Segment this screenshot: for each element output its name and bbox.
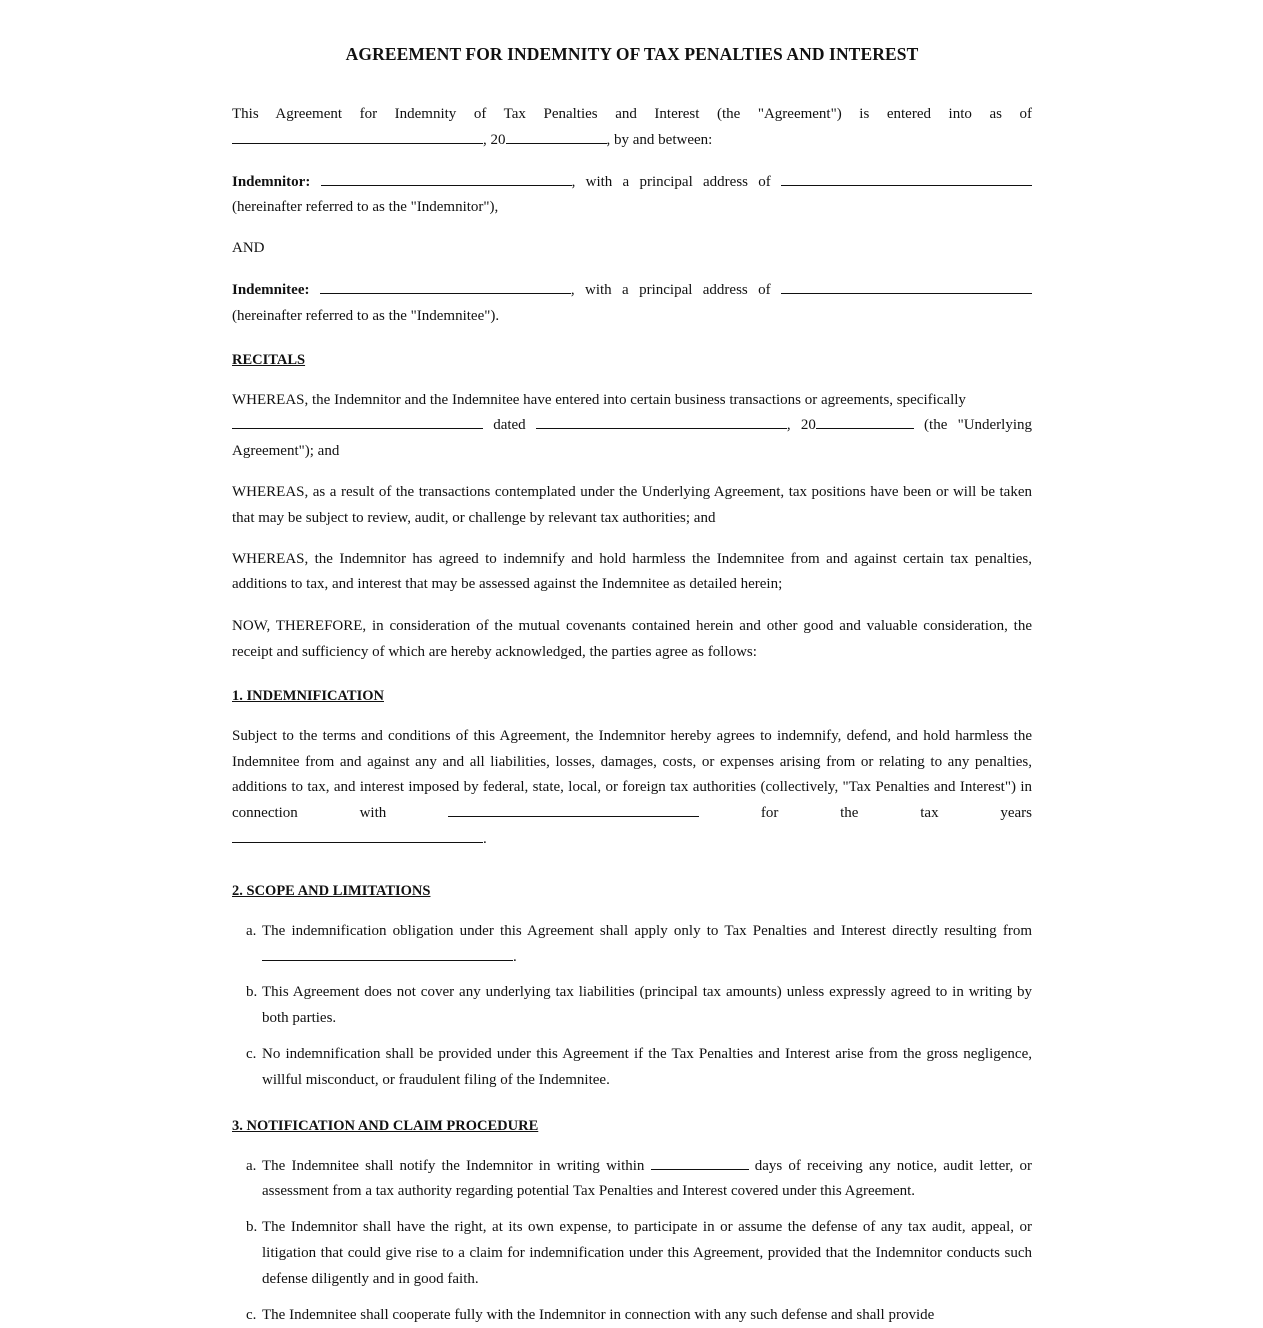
item-marker: b. xyxy=(246,980,257,1006)
item-text: The indemnification obligation under this Agreement shall apply only to Tax Penalties and Interest directly resulting from xyxy=(262,923,1032,939)
tax-years-text: for the tax years xyxy=(761,805,1032,821)
indemnitor-name-blank[interactable] xyxy=(321,171,572,186)
whereas-1-line2 xyxy=(232,413,1032,439)
dated-blank[interactable] xyxy=(536,414,787,429)
section-2-item-c xyxy=(232,1042,1032,1094)
indemnitee-name-blank[interactable] xyxy=(320,279,571,294)
section-1-period: . xyxy=(483,831,487,847)
section-3-list xyxy=(232,1154,1032,1328)
whereas-1-text: WHEREAS, the Indemnitor and the Indemnitee have entered into certain business transactions or agreements, specifically xyxy=(232,392,966,408)
year-blank[interactable] xyxy=(506,129,607,144)
indemnitee-label: Indemnitee: xyxy=(232,282,310,298)
item-marker: c. xyxy=(246,1303,256,1328)
section-2-list xyxy=(232,919,1032,1094)
whereas-1-end: Agreement"); and xyxy=(232,439,1032,465)
section-1-end-line xyxy=(232,827,1032,853)
section-1-text xyxy=(232,724,1032,827)
item-text-after: days of receiving any notice, audit letter, or assessment from a tax authority regarding potential Tax Penalties and Interest covered under this Agreement. xyxy=(262,1158,1032,1200)
section-2-item-b xyxy=(232,980,1032,1032)
item-marker: c. xyxy=(246,1042,256,1068)
intro-suffix: , by and between: xyxy=(607,132,713,148)
indemnitor-address-text: , with a principal address of xyxy=(572,174,771,190)
document-page xyxy=(232,0,1032,1328)
indemnitee-address-text: , with a principal address of xyxy=(571,282,771,298)
indemnitee-line xyxy=(232,278,1032,304)
intro-text: This Agreement for Indemnity of Tax Penalties and Interest (the "Agreement") is entered into as of xyxy=(232,106,1032,122)
underlying-tail: (the "Underlying xyxy=(924,417,1032,433)
dated-text: dated xyxy=(493,417,525,433)
intro-date-line xyxy=(232,128,1032,154)
section-3-item-c xyxy=(232,1303,1032,1328)
item-text: The Indemnitee shall cooperate fully with the Indemnitor in connection with any such defense and shall provide xyxy=(262,1307,934,1323)
indemnification-blank[interactable] xyxy=(448,802,699,817)
section-3-item-b xyxy=(232,1215,1032,1292)
now-therefore: NOW, THEREFORE, in consideration of the mutual covenants contained herein and other good and valuable consideration, the receipt and sufficiency of which are hereby acknowledged, the parties agree as follows: xyxy=(232,614,1032,666)
section-1-body: Subject to the terms and conditions of this Agreement, the Indemnitor hereby agrees to indemnify, defend, and hold harmless the Indemnitee from and against any and all liabilities, losses, damages, costs, or expenses arising from or relating to any penalties, additions to tax, and interest imposed by federal, state, local, or foreign tax authorities (collectively, "Tax Penalties and Interest") in connection with xyxy=(232,728,1032,821)
underlying-agreement-blank[interactable] xyxy=(232,414,483,429)
section-3-heading: 3. NOTIFICATION AND CLAIM PROCEDURE xyxy=(232,1116,1032,1136)
whereas-2: WHEREAS, as a result of the transactions contemplated under the Underlying Agreement, tax positions have been or will be taken that may be subject to review, audit, or challenge by relevant tax authorities; and xyxy=(232,480,1032,532)
resulting-from-blank[interactable] xyxy=(262,946,513,961)
underlying-year-prefix: , 20 xyxy=(787,417,816,433)
year-prefix: , 20 xyxy=(483,132,506,148)
section-2-heading: 2. SCOPE AND LIMITATIONS xyxy=(232,881,1032,901)
document-title: AGREEMENT FOR INDEMNITY OF TAX PENALTIES AND INTEREST xyxy=(232,44,1032,65)
whereas-1 xyxy=(232,388,1032,414)
item-text: No indemnification shall be provided under this Agreement if the Tax Penalties and Interest arise from the gross negligence, willful misconduct, or fraudulent filing of the Indemnitee. xyxy=(262,1046,1032,1088)
underlying-year-blank[interactable] xyxy=(816,414,914,429)
intro-paragraph xyxy=(232,102,1032,128)
indemnitee-hereinafter: (hereinafter referred to as the "Indemnitee"). xyxy=(232,304,1032,330)
indemnitor-label: Indemnitor: xyxy=(232,174,310,190)
indemnitor-address-blank[interactable] xyxy=(781,171,1032,186)
section-2-item-a xyxy=(232,919,1032,971)
item-text: The Indemnitor shall have the right, at its own expense, to participate in or assume the defense of any tax audit, appeal, or litigation that could give rise to a claim for indemnification under this Agreement, provided that the Indemnitor conducts such defense diligently and in good faith. xyxy=(262,1219,1032,1287)
item-marker: b. xyxy=(246,1215,257,1241)
item-marker: a. xyxy=(246,1154,256,1180)
notify-days-blank[interactable] xyxy=(651,1155,749,1170)
item-text: The Indemnitee shall notify the Indemnitor in writing within xyxy=(262,1158,644,1174)
tax-years-blank[interactable] xyxy=(232,828,483,843)
indemnitor-hereinafter: (hereinafter referred to as the "Indemnitor"), xyxy=(232,195,1032,221)
indemnitee-address-blank[interactable] xyxy=(781,279,1032,294)
date-blank[interactable] xyxy=(232,129,483,144)
indemnitor-line xyxy=(232,170,1032,196)
section-3-item-a xyxy=(232,1154,1032,1206)
item-marker: a. xyxy=(246,919,256,945)
item-period: . xyxy=(513,949,517,965)
and-text: AND xyxy=(232,236,1032,262)
recitals-heading: RECITALS xyxy=(232,350,1032,370)
item-text: This Agreement does not cover any underlying tax liabilities (principal tax amounts) unless expressly agreed to in writing by both parties. xyxy=(262,984,1032,1026)
whereas-3: WHEREAS, the Indemnitor has agreed to indemnify and hold harmless the Indemnitee from and against certain tax penalties, additions to tax, and interest that may be assessed against the Indemnitee as detailed herein; xyxy=(232,547,1032,599)
section-1-heading: 1. INDEMNIFICATION xyxy=(232,686,1032,706)
